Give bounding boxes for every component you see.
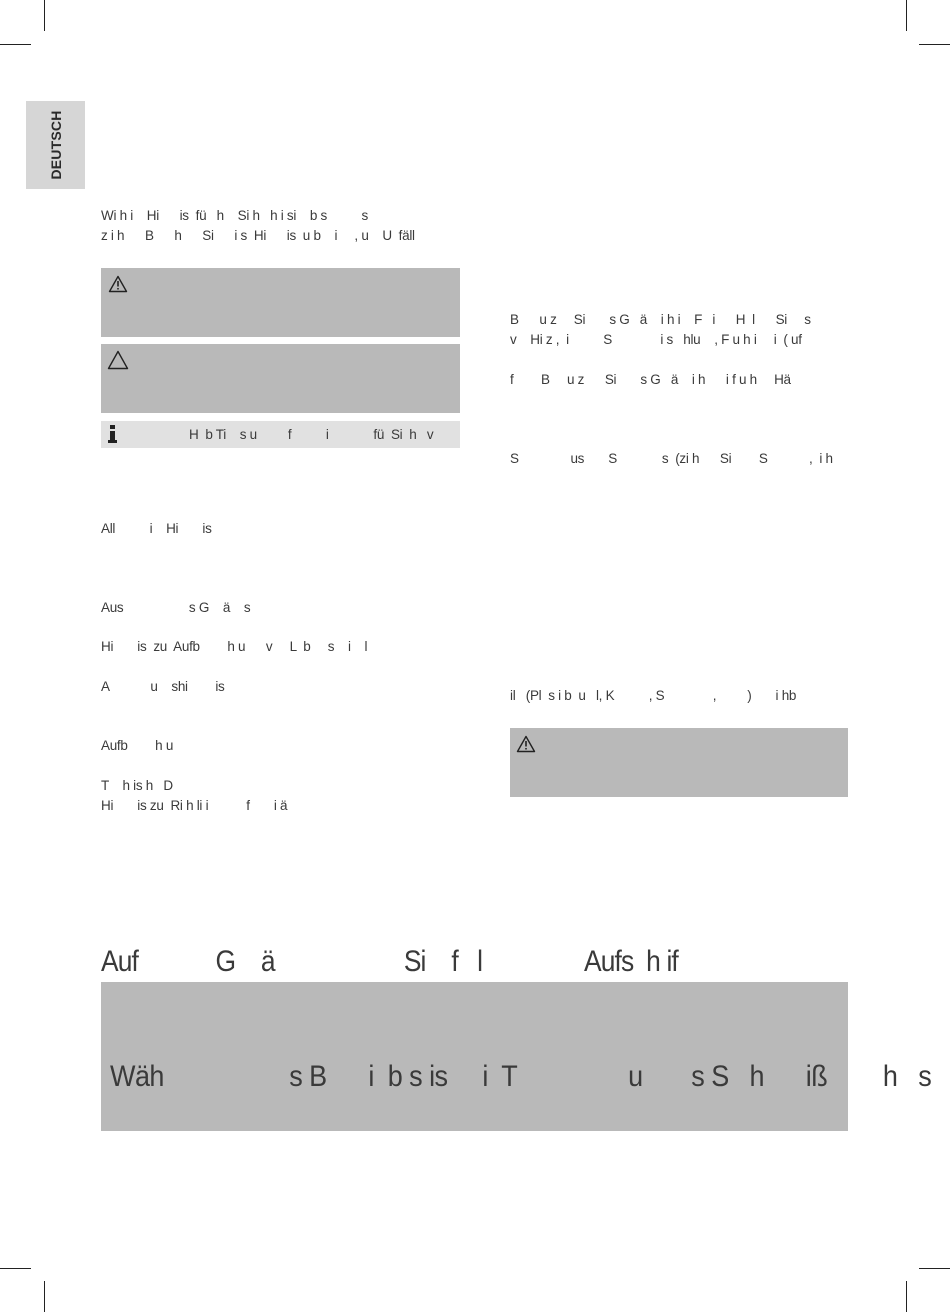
right-line-5: il (Pl s i b u l, K , S , ) i hb — [510, 688, 797, 703]
highlight-band — [101, 982, 932, 1131]
line-anschluss: A u shi is — [101, 679, 225, 694]
crop-mark-bottom-right-v — [906, 1281, 907, 1312]
crop-mark-bottom-right-h — [919, 1268, 950, 1269]
line-auspacken: Aus s G ä s — [101, 600, 251, 615]
line-aufbewahrung: Hi is zu Aufb h u v L b s i l — [101, 639, 368, 654]
crop-mark-top-left-v — [44, 0, 45, 31]
info-icon — [107, 425, 119, 445]
right-line-2: v Hi z , i S i s hlu , F u h i i ( uf — [510, 332, 802, 347]
intro-line-2: z i h B h Si i s Hi is u b i , u U fäll — [101, 228, 415, 243]
language-tab-label: DEUTSCH — [47, 110, 64, 180]
right-line-3: f B u z Si s G ä i h i f u h Hä — [510, 372, 791, 387]
right-line-1: B u z Si s G ä i h i F i H l Si s — [510, 312, 811, 327]
right-line-4: S us S s (zi h Si S , i h — [510, 451, 833, 466]
line-alle: All i Hi is — [101, 521, 212, 536]
crop-mark-bottom-left-v — [44, 1281, 45, 1312]
caution-box — [101, 344, 460, 413]
language-tab — [26, 101, 85, 189]
crop-mark-top-left-h — [0, 44, 31, 45]
crop-mark-top-right-v — [906, 0, 907, 31]
intro-line-1: Wi h i Hi is fü h Si h h i si b s s — [101, 208, 368, 223]
highlight-band-text: Wäh s B i b s is i T u s S h iß h s — [110, 1060, 932, 1093]
line-technische: T h is h D — [101, 778, 173, 793]
warning-triangle-icon — [516, 735, 536, 753]
warning-triangle-icon — [108, 275, 128, 293]
line-aufbau: Aufb h u — [101, 738, 174, 753]
warning-box — [101, 268, 460, 337]
crop-mark-top-right-h — [919, 44, 950, 45]
info-box-text: H b Ti s u f i fü Si h v — [189, 427, 434, 442]
info-box — [101, 421, 460, 448]
crop-mark-bottom-left-h — [0, 1268, 31, 1269]
caution-triangle-icon — [107, 350, 129, 370]
section-heading: Auf G ä Si f l Aufs h if — [101, 945, 678, 978]
line-richtlinie: Hi is zu Ri h li i f i ä — [101, 798, 288, 813]
right-warning-box — [510, 728, 848, 797]
